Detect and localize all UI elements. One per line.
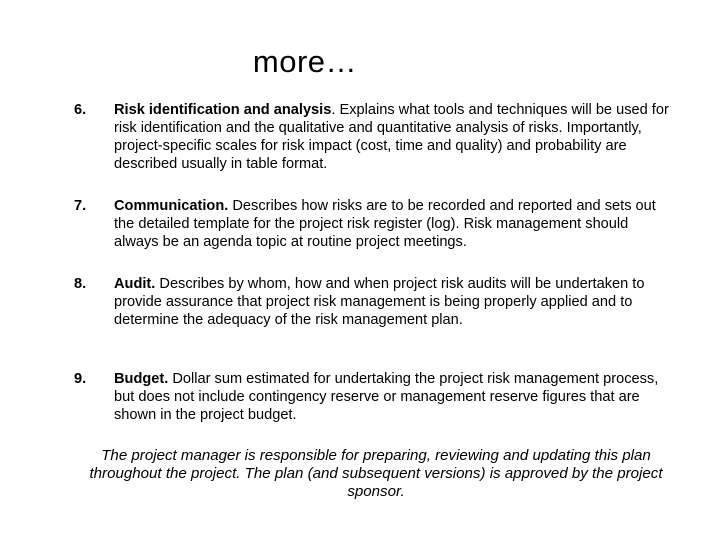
page-title: more… <box>252 44 358 79</box>
item-heading: Budget. <box>114 371 169 387</box>
item-text <box>114 197 674 251</box>
item-number: 9. <box>74 371 87 387</box>
item-text <box>114 370 674 424</box>
item-description: . Explains what tools and techniques will be used for risk identification and the qualitative and quantitative analysis of risks. Importantly, project-specific scales for risk impact (cost, time and quality) and probability are described usually in table format. <box>114 102 669 172</box>
item-number: 7. <box>74 198 87 214</box>
item-text <box>114 275 674 329</box>
item-text <box>114 101 674 173</box>
closing-note: The project manager is responsible for preparing, reviewing and updating this plan throughout the project. The plan (and subsequent versions) is approved by the project sponsor. <box>89 447 663 500</box>
item-number: 8. <box>74 276 87 292</box>
item-description: Describes by whom, how and when project risk audits will be undertaken to provide assurance that project risk management is being properly applied and to determine the adequacy of the risk management plan. <box>114 276 645 328</box>
item-number: 6. <box>74 102 87 118</box>
item-heading: Communication. <box>114 198 229 214</box>
item-description: Dollar sum estimated for undertaking the project risk management process, but does not include contingency reserve or management reserve figures that are shown in the project budget. <box>114 371 659 423</box>
item-description: Describes how risks are to be recorded and reported and sets out the detailed template for the project risk register (log). Risk management should always be an agenda topic at routine project meetings. <box>114 198 656 250</box>
item-heading: Audit. <box>114 276 156 292</box>
item-heading: Risk identification and analysis <box>114 102 332 118</box>
